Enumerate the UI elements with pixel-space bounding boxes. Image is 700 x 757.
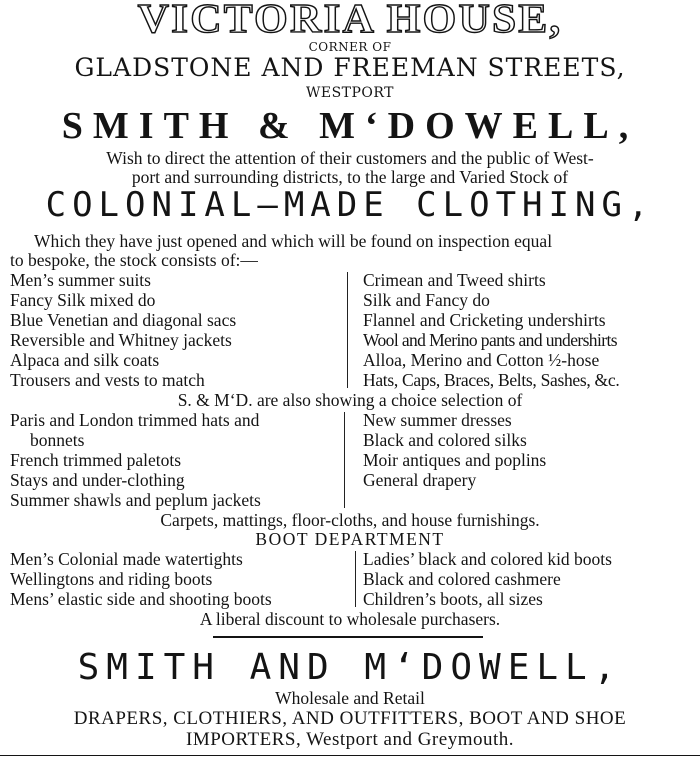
list-item: Black and colored cashmere xyxy=(363,569,561,589)
list-item: Alloa, Merino and Cotton ½-hose xyxy=(363,350,600,370)
list-item: Crimean and Tweed shirts xyxy=(363,270,546,290)
list-item: Wellingtons and riding boots xyxy=(10,569,213,589)
column-divider xyxy=(355,551,356,607)
list-item: Mens’ elastic side and shooting boots xyxy=(10,589,272,609)
list-item: Blue Venetian and diagonal sacs xyxy=(10,310,237,330)
list-item: Trousers and vests to match xyxy=(10,370,205,390)
list-item: Children’s boots, all sizes xyxy=(363,589,543,609)
footer-firm-name: SMITH AND M‘DOWELL, xyxy=(77,647,623,688)
corner-of-label: CORNER OF xyxy=(308,40,392,54)
list-item: French trimmed paletots xyxy=(10,450,182,470)
list-item: Flannel and Cricketing undershirts xyxy=(363,310,606,330)
list-item: General drapery xyxy=(363,470,477,490)
list-item: bonnets xyxy=(30,430,85,450)
list-item: Ladies’ black and colored kid boots xyxy=(363,549,612,569)
intro-line-2: port and surrounding districts, to the large and Varied Stock of xyxy=(131,167,569,187)
list-item: Silk and Fancy do xyxy=(363,290,490,310)
furnishings-line: Carpets, mattings, floor-cloths, and house furnishings. xyxy=(160,510,540,530)
colonial-clothing-heading: COLONIAL—MADE CLOTHING, xyxy=(45,185,655,225)
list-item: Hats, Caps, Braces, Belts, Sashes, &c. xyxy=(363,370,620,390)
column-divider xyxy=(347,272,348,388)
list-item: Black and colored silks xyxy=(363,430,527,450)
list-item: Men’s Colonial made watertights xyxy=(10,549,243,569)
list-item: Men’s summer suits xyxy=(10,270,151,290)
stock-line-1: Which they have just opened and which will be found on inspection equal xyxy=(34,231,553,251)
also-showing-line: S. & M‘D. are also showing a choice selection of xyxy=(177,390,523,410)
town-label: WESTPORT xyxy=(305,85,395,101)
stock-line-2: to bespoke, the stock consists of:— xyxy=(10,250,258,270)
bottom-border xyxy=(0,755,700,756)
streets-line: GLADSTONE AND FREEMAN STREETS, xyxy=(74,53,626,82)
boot-department-heading: BOOT DEPARTMENT xyxy=(255,529,445,549)
list-item: Moir antiques and poplins xyxy=(363,450,547,470)
importers-line: IMPORTERS, Westport and Greymouth. xyxy=(186,729,514,750)
column-divider xyxy=(344,412,345,508)
list-item: Paris and London trimmed hats and xyxy=(10,410,260,430)
intro-line-1: Wish to direct the attention of their customers and the public of West- xyxy=(106,148,594,168)
list-item: Wool and Merino pants and undershirts xyxy=(363,330,617,350)
list-item: Stays and under-clothing xyxy=(10,470,185,490)
list-item: Alpaca and silk coats xyxy=(10,350,160,370)
list-item: Reversible and Whitney jackets xyxy=(10,330,232,350)
firm-heading: SMITH & M‘DOWELL, xyxy=(61,105,639,147)
list-item: Fancy Silk mixed do xyxy=(10,290,156,310)
list-item: New summer dresses xyxy=(363,410,512,430)
wholesale-retail-line: Wholesale and Retail xyxy=(275,688,425,708)
discount-line: A liberal discount to wholesale purchasers. xyxy=(199,609,501,629)
trades-line: DRAPERS, CLOTHIERS, AND OUTFITTERS, BOOT AND SHOE xyxy=(73,708,627,729)
list-item: Summer shawls and peplum jackets xyxy=(10,490,261,510)
divider-rule xyxy=(213,636,483,638)
store-title: VICTORIA HOUSE, xyxy=(137,0,563,41)
